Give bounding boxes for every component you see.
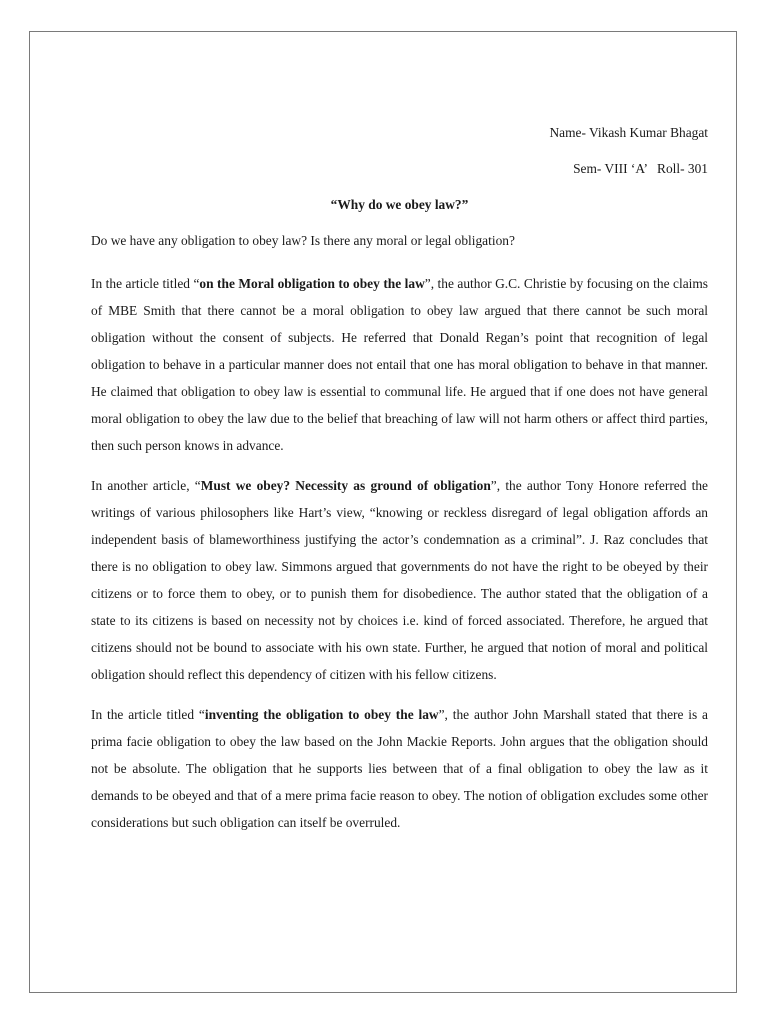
paragraph-text: In the article titled “ <box>91 707 205 722</box>
paragraph-christie <box>91 270 708 459</box>
paragraph-text: ”, the author John Marshall stated that there is a prima facie obligation to obey the law based on the John Mackie Reports. John argues that the obligation should not be absolute. The obligation that he supports lies between that of a final obligation to obey the law as it demands to be obeyed and that of a mere prima facie reason to obey. The notion of obligation excludes some other considerations but such obligation can itself be overruled. <box>91 707 708 830</box>
paragraph-text: ”, the author G.C. Christie by focusing on the claims of MBE Smith that there cannot be a moral obligation to obey law argued that there cannot be such moral obligation without the consent of subjects. He referred that Donald Regan’s point that recognition of legal obligation to behave in a particular manner does not entail that one has moral obligation to behave in that manner. He claimed that obligation to obey law is essential to communal life. He argued that if one does not have general moral obligation to obey the law due to the belief that breaching of law will not harm others or affect third parties, then such person knows in advance. <box>91 276 708 453</box>
intro-paragraph: Do we have any obligation to obey law? Is there any moral or legal obligation? <box>91 233 515 248</box>
semester-roll: Sem- VIII ‘A’ Roll- 301 <box>573 161 708 176</box>
article-title-bold: Must we obey? Necessity as ground of obligation <box>200 478 491 493</box>
document-body <box>91 123 708 849</box>
paragraph-text: In the article titled “ <box>91 276 200 291</box>
article-title-bold: inventing the obligation to obey the law <box>204 707 439 722</box>
document-page <box>29 31 737 993</box>
paragraph-honore <box>91 472 708 688</box>
paragraph-text: ”, the author Tony Honore referred the writings of various philosophers like Hart’s view, “knowing or reckless disregard of legal obligation affords an independent basis of blameworthiness justifying the actor’s condemnation as a criminal”. J. Raz concludes that there is no obligation to obey law. Simmons argued that governments do not have the right to be obeyed by their citizens or to force them to obey, or to punish them for disobedience. The author stated that the obligation of a state to its citizens is based on necessity not by choices i.e. kind of forced associated. Therefore, he argued that citizens should not be bound to associate with his own state. Further, he argued that notion of moral and political obligation should reflect this dependency of citizen with his fellow citizens. <box>91 478 709 682</box>
article-title-bold: on the Moral obligation to obey the law <box>199 276 425 291</box>
essay-title: “Why do we obey law?” <box>330 197 469 212</box>
paragraph-marshall <box>91 701 708 836</box>
student-name: Name- Vikash Kumar Bhagat <box>549 125 708 140</box>
paragraph-text: In another article, “ <box>91 478 201 493</box>
